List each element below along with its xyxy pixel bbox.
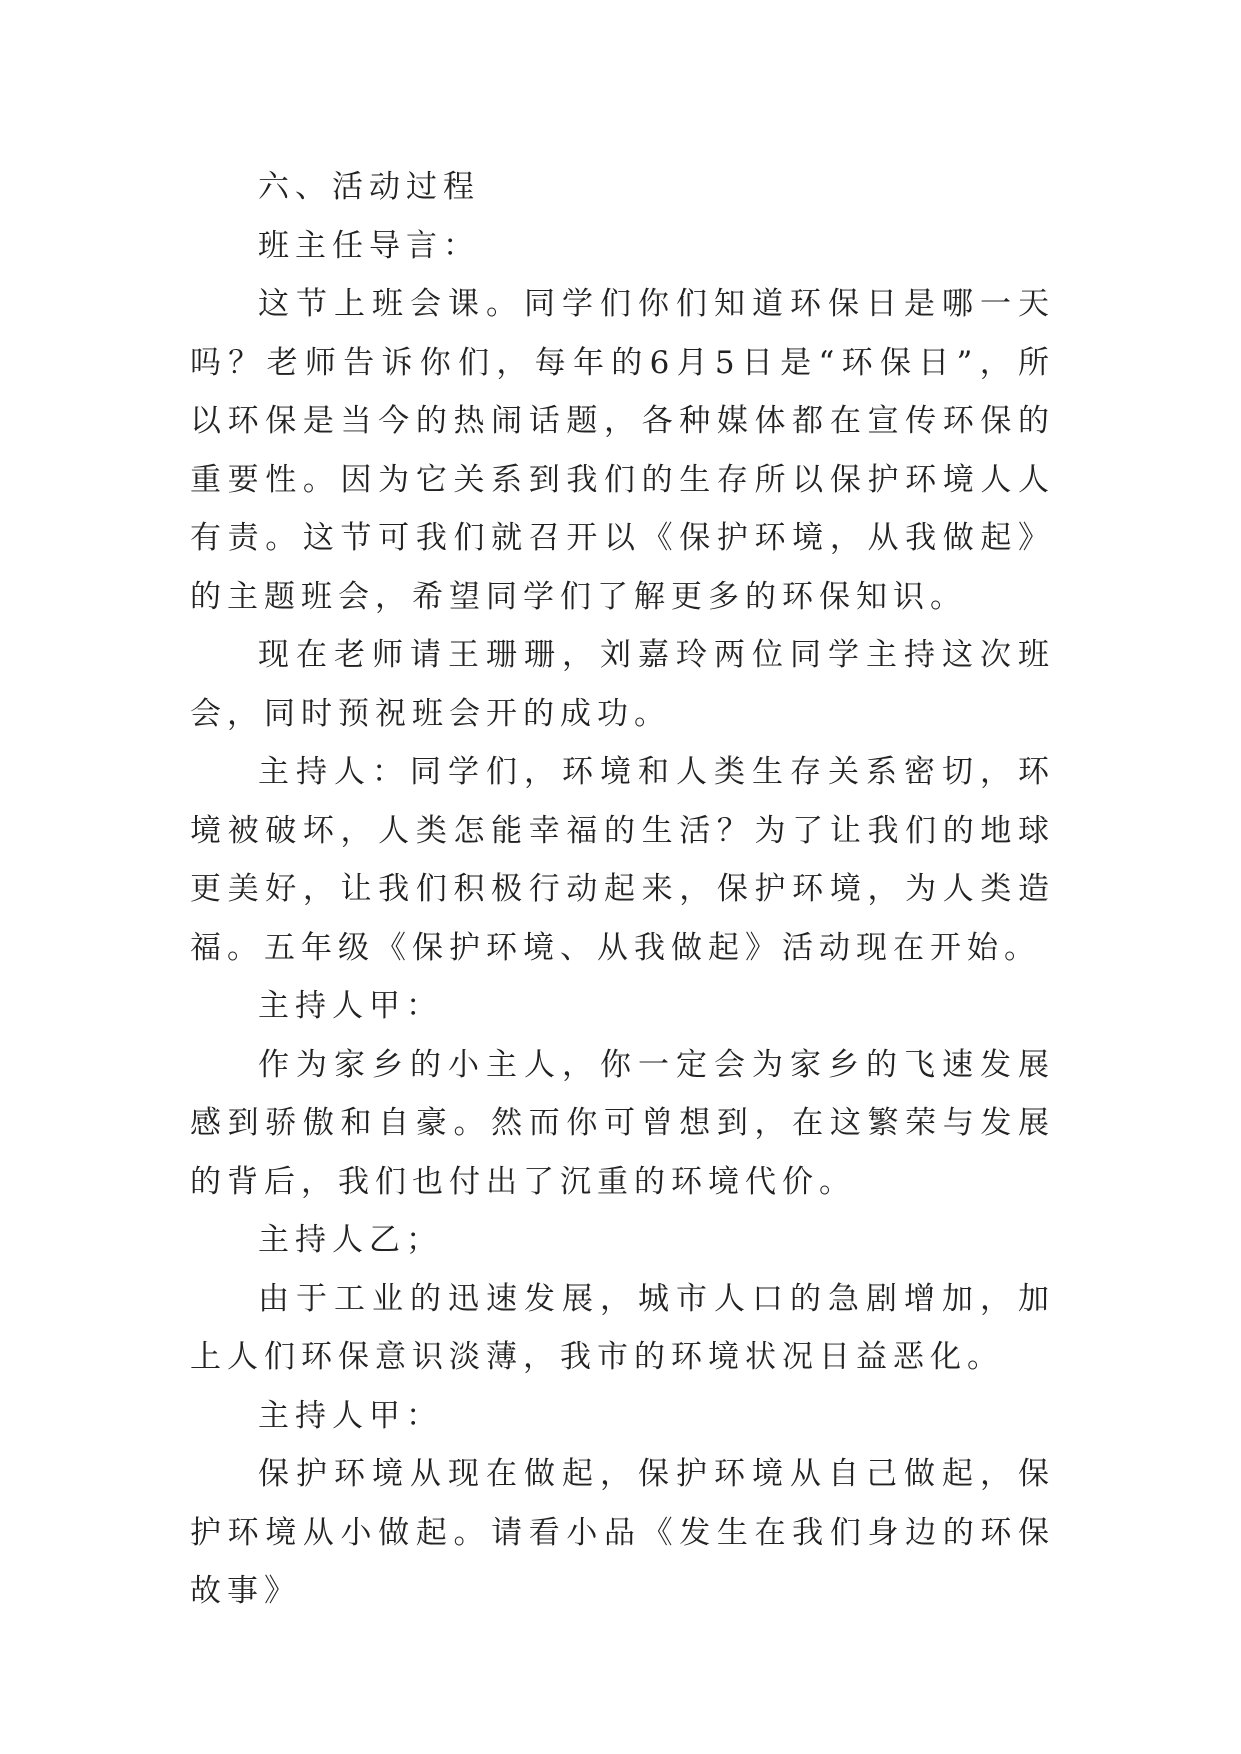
section-heading: 六、活动过程 bbox=[258, 169, 480, 205]
paragraph-teacher-intro: 这节上班会课。同学们你们知道环保日是哪一天吗？老师告诉你们，每年的6月5日是“环保日”，所以环保是当今的热闹话题，各种媒体都在宣传环保的重要性。因为它关系到我们的生存所以保护环境人人有责。这节可我们就召开以《保护环境，从我做起》的主题班会，希望同学们了解更多的环保知识。 bbox=[190, 286, 1055, 615]
paragraph-host-b-speech: 由于工业的迅速发展，城市人口的急剧增加，加上人们环保意识淡薄，我市的环境状况日益恶化。 bbox=[190, 1280, 1055, 1375]
paragraph-host-invite: 现在老师请王珊珊，刘嘉玲两位同学主持这次班会，同时预祝班会开的成功。 bbox=[190, 637, 1055, 732]
paragraph-host-a-label-2: 主持人甲： bbox=[258, 1397, 443, 1434]
document-body bbox=[190, 158, 1055, 1621]
paragraph-host-opening: 主持人：同学们，环境和人类生存关系密切，环境被破坏，人类怎能幸福的生活？为了让我们的地球更美好，让我们积极行动起来，保护环境，为人类造福。五年级《保护环境、从我做起》活动现在开始。 bbox=[190, 754, 1055, 966]
paragraph-host-b-label: 主持人乙； bbox=[258, 1222, 443, 1258]
paragraph-host-a-label: 主持人甲： bbox=[258, 988, 443, 1024]
paragraph-host-a-speech: 作为家乡的小主人，你一定会为家乡的飞速发展感到骄傲和自豪。然而你可曾想到，在这繁荣与发展的背后，我们也付出了沉重的环境代价。 bbox=[190, 1046, 1055, 1200]
paragraph-teacher-intro-label: 班主任导言： bbox=[258, 227, 480, 264]
paragraph-host-a-speech-2: 保护环境从现在做起，保护环境从自己做起，保护环境从小做起。请看小品《发生在我们身边的环保故事》 bbox=[190, 1456, 1055, 1609]
